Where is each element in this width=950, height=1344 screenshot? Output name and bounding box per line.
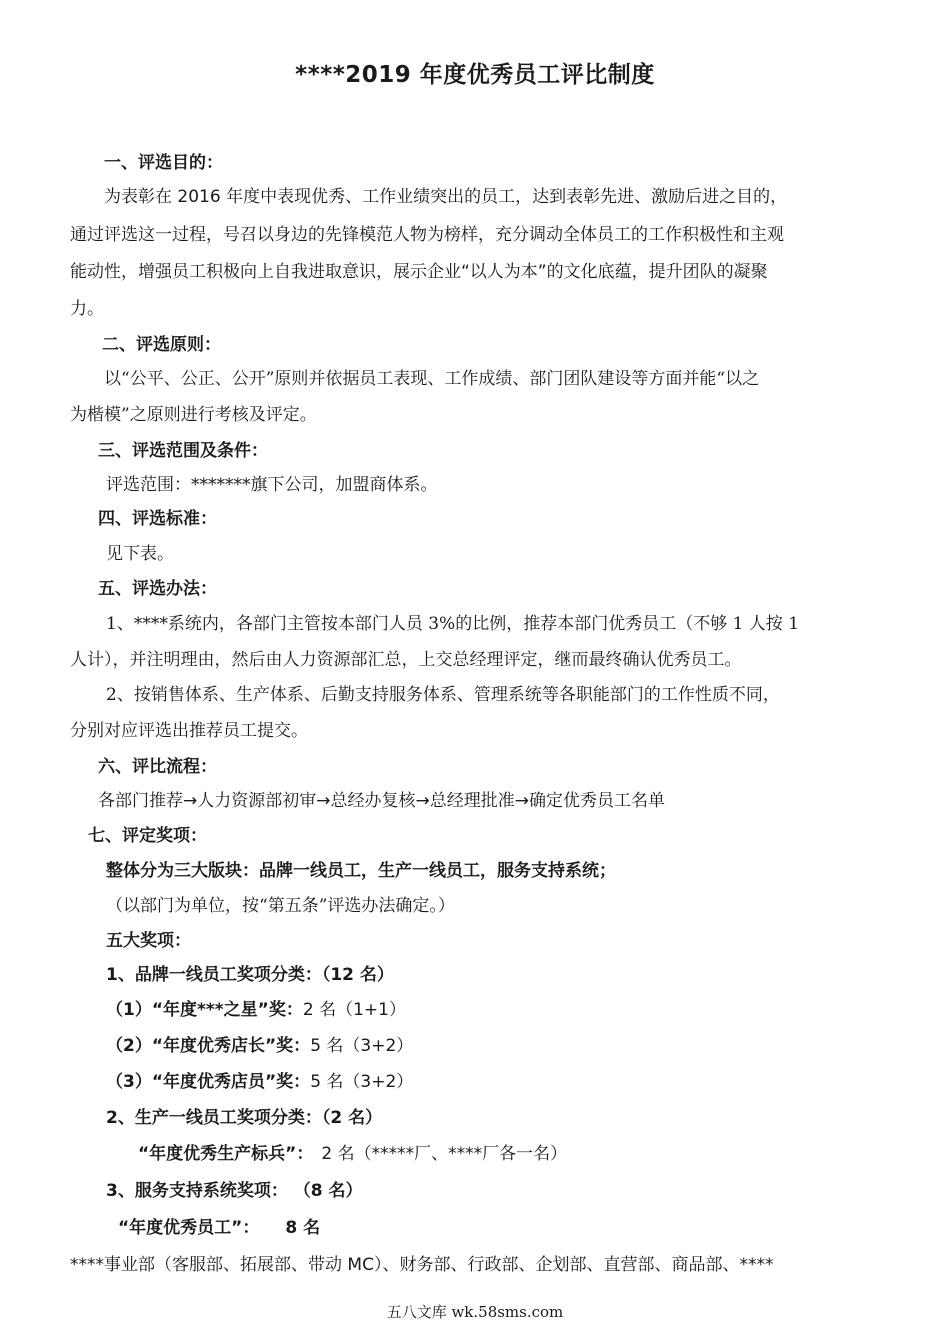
section-6-process-flow: 各部门推荐→人力资源部初审→总经办复核→总经理批准→确定优秀员工名单	[98, 791, 665, 811]
award-item-name: “年度优秀员工”：	[118, 1218, 260, 1238]
award-category-2-heading: 2、生产一线员工奖项分类：（2 名）	[106, 1108, 383, 1128]
award-category-1-heading: 1、品牌一线员工奖项分类：（12 名）	[106, 965, 394, 985]
section-7-heading: 七、评定奖项：	[88, 826, 207, 846]
section-5-item-2-line-1: 2、按销售体系、生产体系、后勤支持服务体系、管理系统等各职能部门的工作性质不同，	[106, 685, 780, 705]
section-5-heading: 五、评选办法：	[98, 579, 217, 599]
award-item-count: 2 名（1+1）	[302, 1000, 406, 1020]
section-6-heading: 六、评比流程：	[98, 757, 217, 777]
section-1-paragraph-line-1: 为表彰在 2016 年度中表现优秀、工作业绩突出的员工，达到表彰先进、激励后进之目的，	[104, 187, 788, 207]
award-category-3-item-1	[118, 1217, 320, 1239]
award-item-name: “年度优秀生产标兵”：	[138, 1144, 314, 1164]
section-2-paragraph-line-1: 以“公平、公正、公开”原则并依据员工表现、工作成绩、部门团队建设等方面并能“以之	[104, 369, 760, 389]
award-item-name: （3）“年度优秀店员”奖：	[106, 1072, 311, 1092]
section-4-heading: 四、评选标准：	[98, 509, 217, 529]
section-1-paragraph-line-4: 力。	[70, 299, 104, 319]
award-category-2-item-1	[138, 1143, 567, 1165]
award-item-count: 5 名（3+2）	[310, 1072, 414, 1092]
award-item-count: 5 名（3+2）	[310, 1036, 414, 1056]
award-category-1-item-1	[106, 999, 406, 1021]
section-5-item-1-line-1: 1、****系统内，各部门主管按本部门人员 3%的比例，推荐本部门优秀员工（不够 1 人按 1	[106, 614, 800, 634]
award-category-3-departments: ****事业部（客服部、拓展部、带动 MC）、财务部、行政部、企划部、直营部、商品部、****	[70, 1255, 774, 1275]
section-5-item-1-line-2: 人计），并注明理由，然后由人力资源部汇总，上交总经理评定，继而最终确认优秀员工。	[70, 650, 742, 670]
section-1-paragraph-line-2: 通过评选这一过程，号召以身边的先锋模范人物为榜样，充分调动全体员工的工作积极性和主观	[70, 225, 784, 245]
section-4-paragraph: 见下表。	[106, 544, 174, 564]
section-3-heading: 三、评选范围及条件：	[98, 441, 268, 461]
award-category-1-item-3	[106, 1071, 413, 1093]
footer-watermark: 五八文库 wk.58sms.com	[386, 1303, 564, 1321]
section-7-note: （以部门为单位，按“第五条”评选办法确定。）	[106, 896, 455, 916]
award-item-count: 2 名（*****厂、****厂各一名）	[321, 1144, 568, 1164]
section-2-heading: 二、评选原则：	[102, 335, 221, 355]
section-2-paragraph-line-2: 为楷模”之原则进行考核及评定。	[70, 405, 317, 425]
section-7-awards-label: 五大奖项：	[106, 931, 191, 951]
award-item-name: （1）“年度***之星”奖：	[106, 1000, 303, 1020]
award-item-count: 8 名	[285, 1218, 321, 1238]
section-1-heading: 一、评选目的：	[104, 153, 223, 173]
award-category-3-heading: 3、服务支持系统奖项： （8 名）	[106, 1181, 363, 1201]
section-5-item-2-line-2: 分别对应评选出推荐员工提交。	[70, 721, 308, 741]
award-item-name: （2）“年度优秀店长”奖：	[106, 1036, 311, 1056]
award-category-1-item-2	[106, 1035, 413, 1057]
section-1-paragraph-line-3: 能动性，增强员工积极向上自我进取意识，展示企业“以人为本”的文化底蕴，提升团队的凝聚	[70, 262, 768, 282]
section-7-overview: 整体分为三大版块：品牌一线员工，生产一线员工，服务支持系统；	[106, 861, 616, 881]
document-title: ****2019 年度优秀员工评比制度	[295, 62, 655, 88]
section-3-paragraph: 评选范围：*******旗下公司，加盟商体系。	[106, 475, 438, 495]
